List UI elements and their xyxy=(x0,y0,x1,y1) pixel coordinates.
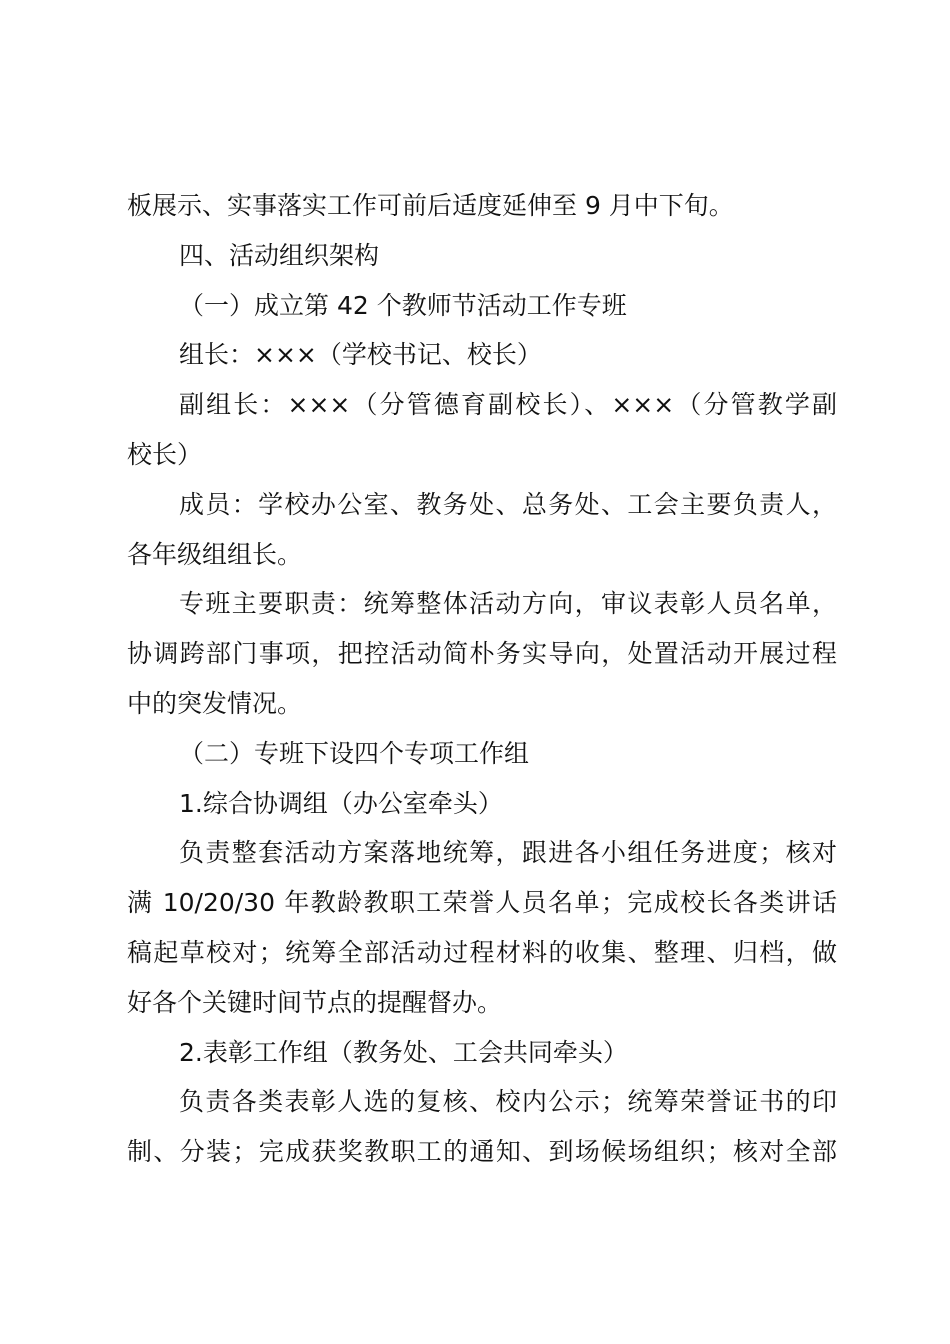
text-line: 校长） xyxy=(127,439,203,469)
text-line: 各年级组组长。 xyxy=(127,539,303,569)
text-line: 专班主要职责：统筹整体活动方向，审议表彰人员名单， xyxy=(179,589,837,619)
text-line: 成员：学校办公室、教务处、总务处、工会主要负责人， xyxy=(179,489,837,519)
text-line: 制、分装；完成获奖教职工的通知、到场候场组织；核对全部 xyxy=(127,1137,837,1167)
document-body xyxy=(127,181,837,1177)
text-line: （一）成立第 42 个教师节活动工作专班 xyxy=(179,290,627,320)
text-line: 2.表彰工作组（教务处、工会共同牵头） xyxy=(179,1037,628,1067)
text-line: 满 10/20/30 年教龄教职工荣誉人员名单；完成校长各类讲话 xyxy=(127,888,837,918)
text-line: 协调跨部门事项，把控活动简朴务实导向，处置活动开展过程 xyxy=(127,639,837,669)
text-line: 负责整套活动方案落地统筹，跟进各小组任务进度；核对 xyxy=(179,838,837,868)
text-line: 好各个关键时间节点的提醒督办。 xyxy=(127,987,503,1017)
text-line: 1.综合协调组（办公室牵头） xyxy=(179,788,503,818)
text-line: 稿起草校对；统筹全部活动过程材料的收集、整理、归档，做 xyxy=(127,937,837,967)
text-line: 板展示、实事落实工作可前后适度延伸至 9 月中下旬。 xyxy=(127,191,734,220)
text-line: （二）专班下设四个专项工作组 xyxy=(179,738,530,768)
text-line: 中的突发情况。 xyxy=(127,688,303,718)
text-line: 负责各类表彰人选的复核、校内公示；统筹荣誉证书的印 xyxy=(179,1087,837,1117)
text-line: 副组长：×××（分管德育副校长）、×××（分管教学副 xyxy=(179,390,837,420)
text-line: 组长：×××（学校书记、校长） xyxy=(179,340,542,370)
text-line: 四、活动组织架构 xyxy=(179,240,380,270)
